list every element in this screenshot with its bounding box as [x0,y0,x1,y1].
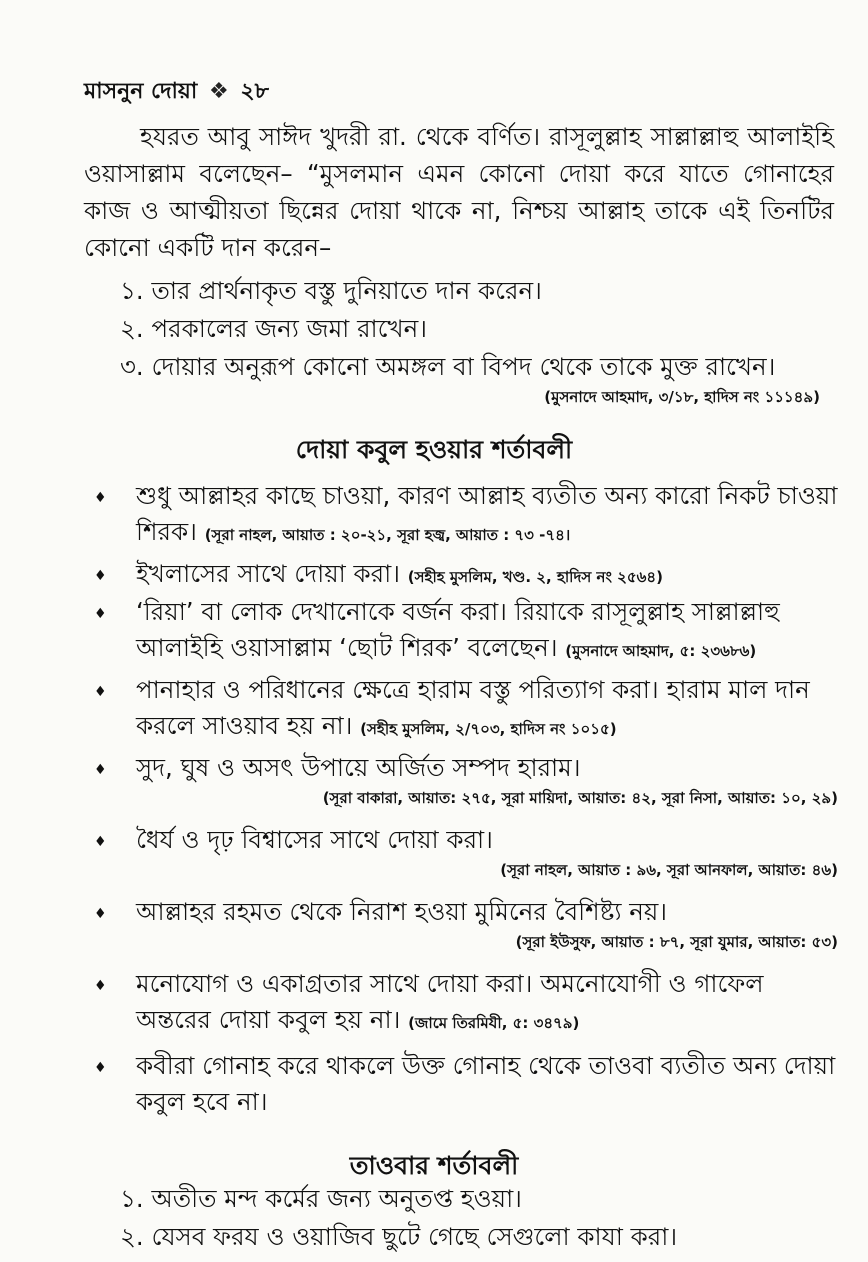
dua-conditions-list [88,478,838,1126]
item-text: ধৈর্য ও দৃঢ় বিশ্বাসের সাথে দোয়া করা। [136,825,493,854]
item-reference: (সূরা নাহল, আয়াত : ২০-২১, সূরা হজ্ব, আয়াত : ৭৩ -৭৪। [204,526,571,544]
intro-numbered-list [120,272,840,386]
bullet-icon: ♦ [94,606,107,622]
list-item [88,478,838,556]
item-text: কবীরা গোনাহ করে থাকলে উক্ত গোনাহ থেকে তাওবা ব্যতীত অন্য দোয়া কবুল হবে না। [136,1051,836,1116]
section-heading-tawbah-conditions: তাওবার শর্তাবলী [349,1151,519,1180]
item-text: আল্লাহর রহমত থেকে নিরাশ হওয়া মুমিনের বৈশিষ্ট্য নয়। [136,897,668,926]
intro-reference: (মুসনাদে আহমাদ, ৩/১৮, হাদিস নং ১১১৪৯) [544,388,820,406]
bullet-icon: ♦ [94,1060,107,1076]
bullet-icon: ♦ [94,978,107,994]
bullet-icon: ♦ [94,684,107,700]
intro-paragraph [84,118,834,266]
page-header [84,74,269,111]
page-number: ২৮ [240,79,269,104]
list-item [88,750,838,822]
list-item [88,1048,838,1126]
bullet-icon: ♦ [94,568,107,584]
section-heading-dua-conditions: দোয়া কবুল হওয়ার শর্তাবলী [295,435,573,464]
item-text: সুদ, ঘুষ ও অসৎ উপায়ে অর্জিত সম্পদ হারাম। [136,753,581,782]
diamond-ornament-icon: ❖ [208,79,229,104]
list-item: ১. অতীত মন্দ কর্মের জন্য অনুতপ্ত হওয়া। [120,1184,522,1213]
item-reference: (সহীহ মুসলিম, ২/৭০৩, হাদিস নং ১০১৫) [360,720,617,738]
item-text: ইখলাসের সাথে দোয়া করা। [136,559,400,588]
item-reference: (সূরা ইউসুফ, আয়াত : ৮৭, সূরা যুমার, আয়াত: ৫৩) [515,933,838,951]
list-item [88,672,838,750]
item-text: শুধু আল্লাহর কাছে চাওয়া, কারণ আল্লাহ ব্যতীত অন্য কারো নিকট চাওয়া শিরক। [136,481,838,546]
item-text: মনোযোগ ও একাগ্রতার সাথে দোয়া করা। অমনোযোগী ও গাফেল অন্তরের দোয়া কবুল হয় না। [136,969,764,1034]
list-item: ৩. দোয়ার অনুরূপ কোনো অমঙ্গল বা বিপদ থেকে তাকে মুক্ত রাখেন। [120,352,776,381]
item-reference: (সহীহ মুসলিম, খণ্ড. ২, হাদিস নং ২৫৬৪) [407,568,663,586]
list-item: ২. যেসব ফরয ও ওয়াজিব ছুটে গেছে সেগুলো কাযা করা। [120,1222,678,1251]
bullet-icon: ♦ [94,834,107,850]
list-item [88,894,838,966]
list-item [88,594,838,672]
item-reference: (জামে তিরমিযী, ৫: ৩৪৭৯) [408,1014,580,1032]
list-item: ২. পরকালের জন্য জমা রাখেন। [120,314,427,343]
bullet-icon: ♦ [94,490,107,506]
item-reference: (সূরা বাকারা, আয়াত: ২৭৫, সূরা মায়িদা, আয়াত: ৪২, সূরা নিসা, আয়াত: ১০, ২৯) [322,789,838,807]
list-item [88,966,838,1048]
item-reference: (সূরা নাহল, আয়াত : ৯৬, সূরা আনফাল, আয়াত: ৪৬) [500,861,838,879]
list-item: ১. তার প্রার্থনাকৃত বস্তু দুনিয়াতে দান করেন। [120,276,542,305]
bullet-icon: ♦ [94,762,107,778]
item-text: ‘রিয়া’ বা লোক দেখানোকে বর্জন করা। রিয়াকে রাসূলুল্লাহ সাল্লাল্লাহু আলাইহি ওয়াসাল্লাম ‘ছোট শিরক’ বলেছেন। [136,597,780,662]
intro-text: হযরত আবু সাঈদ খুদরী রা. থেকে বর্ণিত। রাসূলুল্লাহ সাল্লাল্লাহু আলাইহি ওয়াসাল্লাম বলেছেন– “মুসলমান এমন কোনো দোয়া করে যাতে গোনাহের কাজ ও আত্মীয়তা ছিন্নের দোয়া থাকে না, নিশ্চয় আল্লাহ তাকে এই তিনটির কোনো একটি দান করেন– [84,122,834,262]
tawbah-conditions-list [120,1180,840,1256]
item-text: পানাহার ও পরিধানের ক্ষেত্রে হারাম বস্তু পরিত্যাগ করা। হারাম মাল দান করলে সাওয়াব হয় না। [136,675,810,740]
list-item [88,556,838,594]
bullet-icon: ♦ [94,906,107,922]
list-item [88,822,838,894]
book-title: মাসনুন দোয়া [84,79,198,104]
item-reference: (মুসনাদে আহমাদ, ৫: ২৩৬৮৬) [565,642,757,660]
